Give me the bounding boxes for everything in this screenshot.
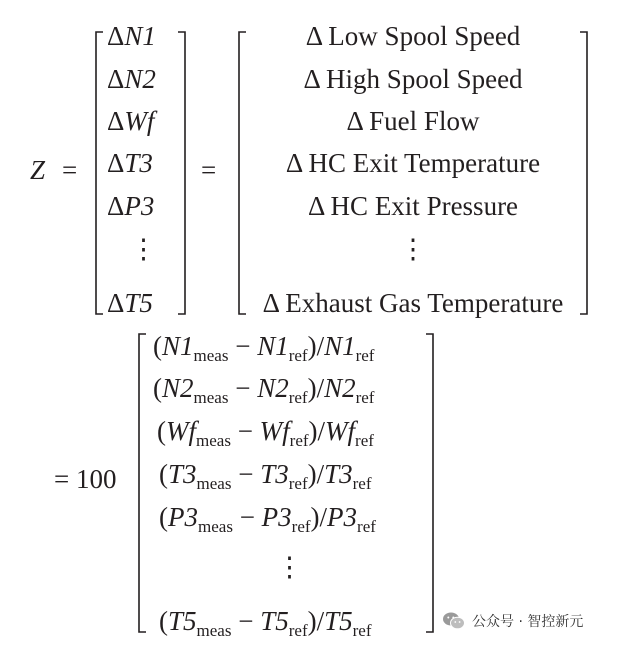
- scalar-equals-100: = 100: [54, 464, 117, 494]
- symbol-vector-right-bracket: [178, 32, 185, 314]
- description-vector-right-bracket: [580, 32, 587, 314]
- normalized-vector-right-bracket: [426, 334, 433, 632]
- description-row: Δ HC Exit Temperature: [285, 148, 541, 178]
- description-row: Δ Low Spool Speed: [305, 21, 521, 51]
- normalized-row: $(N1_{meas} - N1_{ref})/N1_{ref}$: [153, 331, 375, 365]
- description-row: Δ HC Exit Pressure: [307, 191, 519, 221]
- normalized-vector-left-bracket: [139, 334, 146, 632]
- normalized-row: $(P3_{meas} - P3_{ref})/P3_{ref}$: [159, 502, 376, 536]
- normalized-row: $(T5_{meas} - T5_{ref})/T5_{ref}$: [159, 606, 372, 640]
- description-row-ellipsis: ⋮: [399, 234, 427, 264]
- description-row: Δ High Spool Speed: [303, 64, 523, 94]
- symbol-row: ΔT5: [107, 288, 153, 318]
- normalized-row: $(Wf_{meas} - Wf_{ref})/Wf_{ref}$: [157, 416, 374, 450]
- symbol-row: ΔP3: [107, 191, 155, 221]
- description-row: Δ Exhaust Gas Temperature: [262, 288, 564, 318]
- symbol-row-ellipsis: ⋮: [130, 234, 157, 264]
- symbol-row: ΔWf: [107, 106, 155, 136]
- watermark-text: 公众号 · 智控新元: [472, 614, 584, 630]
- normalized-row-ellipsis: ⋮: [276, 552, 303, 582]
- equals-sign-1: =: [62, 155, 78, 185]
- description-row: Δ Fuel Flow: [346, 106, 480, 136]
- symbol-row: ΔN1: [107, 21, 156, 51]
- watermark: [442, 609, 583, 633]
- normalized-row: $(N2_{meas} - N2_{ref})/N2_{ref}$: [153, 373, 375, 407]
- description-vector-left-bracket: [239, 32, 246, 314]
- symbol-vector-left-bracket: [96, 32, 103, 314]
- symbol-row: ΔN2: [107, 64, 156, 94]
- equation-lhs: Z: [30, 155, 46, 185]
- equals-sign-2: =: [201, 155, 217, 185]
- symbol-row: ΔT3: [107, 148, 153, 178]
- normalized-row: $(T3_{meas} - T3_{ref})/T3_{ref}$: [159, 459, 372, 493]
- wechat-icon: [442, 611, 466, 631]
